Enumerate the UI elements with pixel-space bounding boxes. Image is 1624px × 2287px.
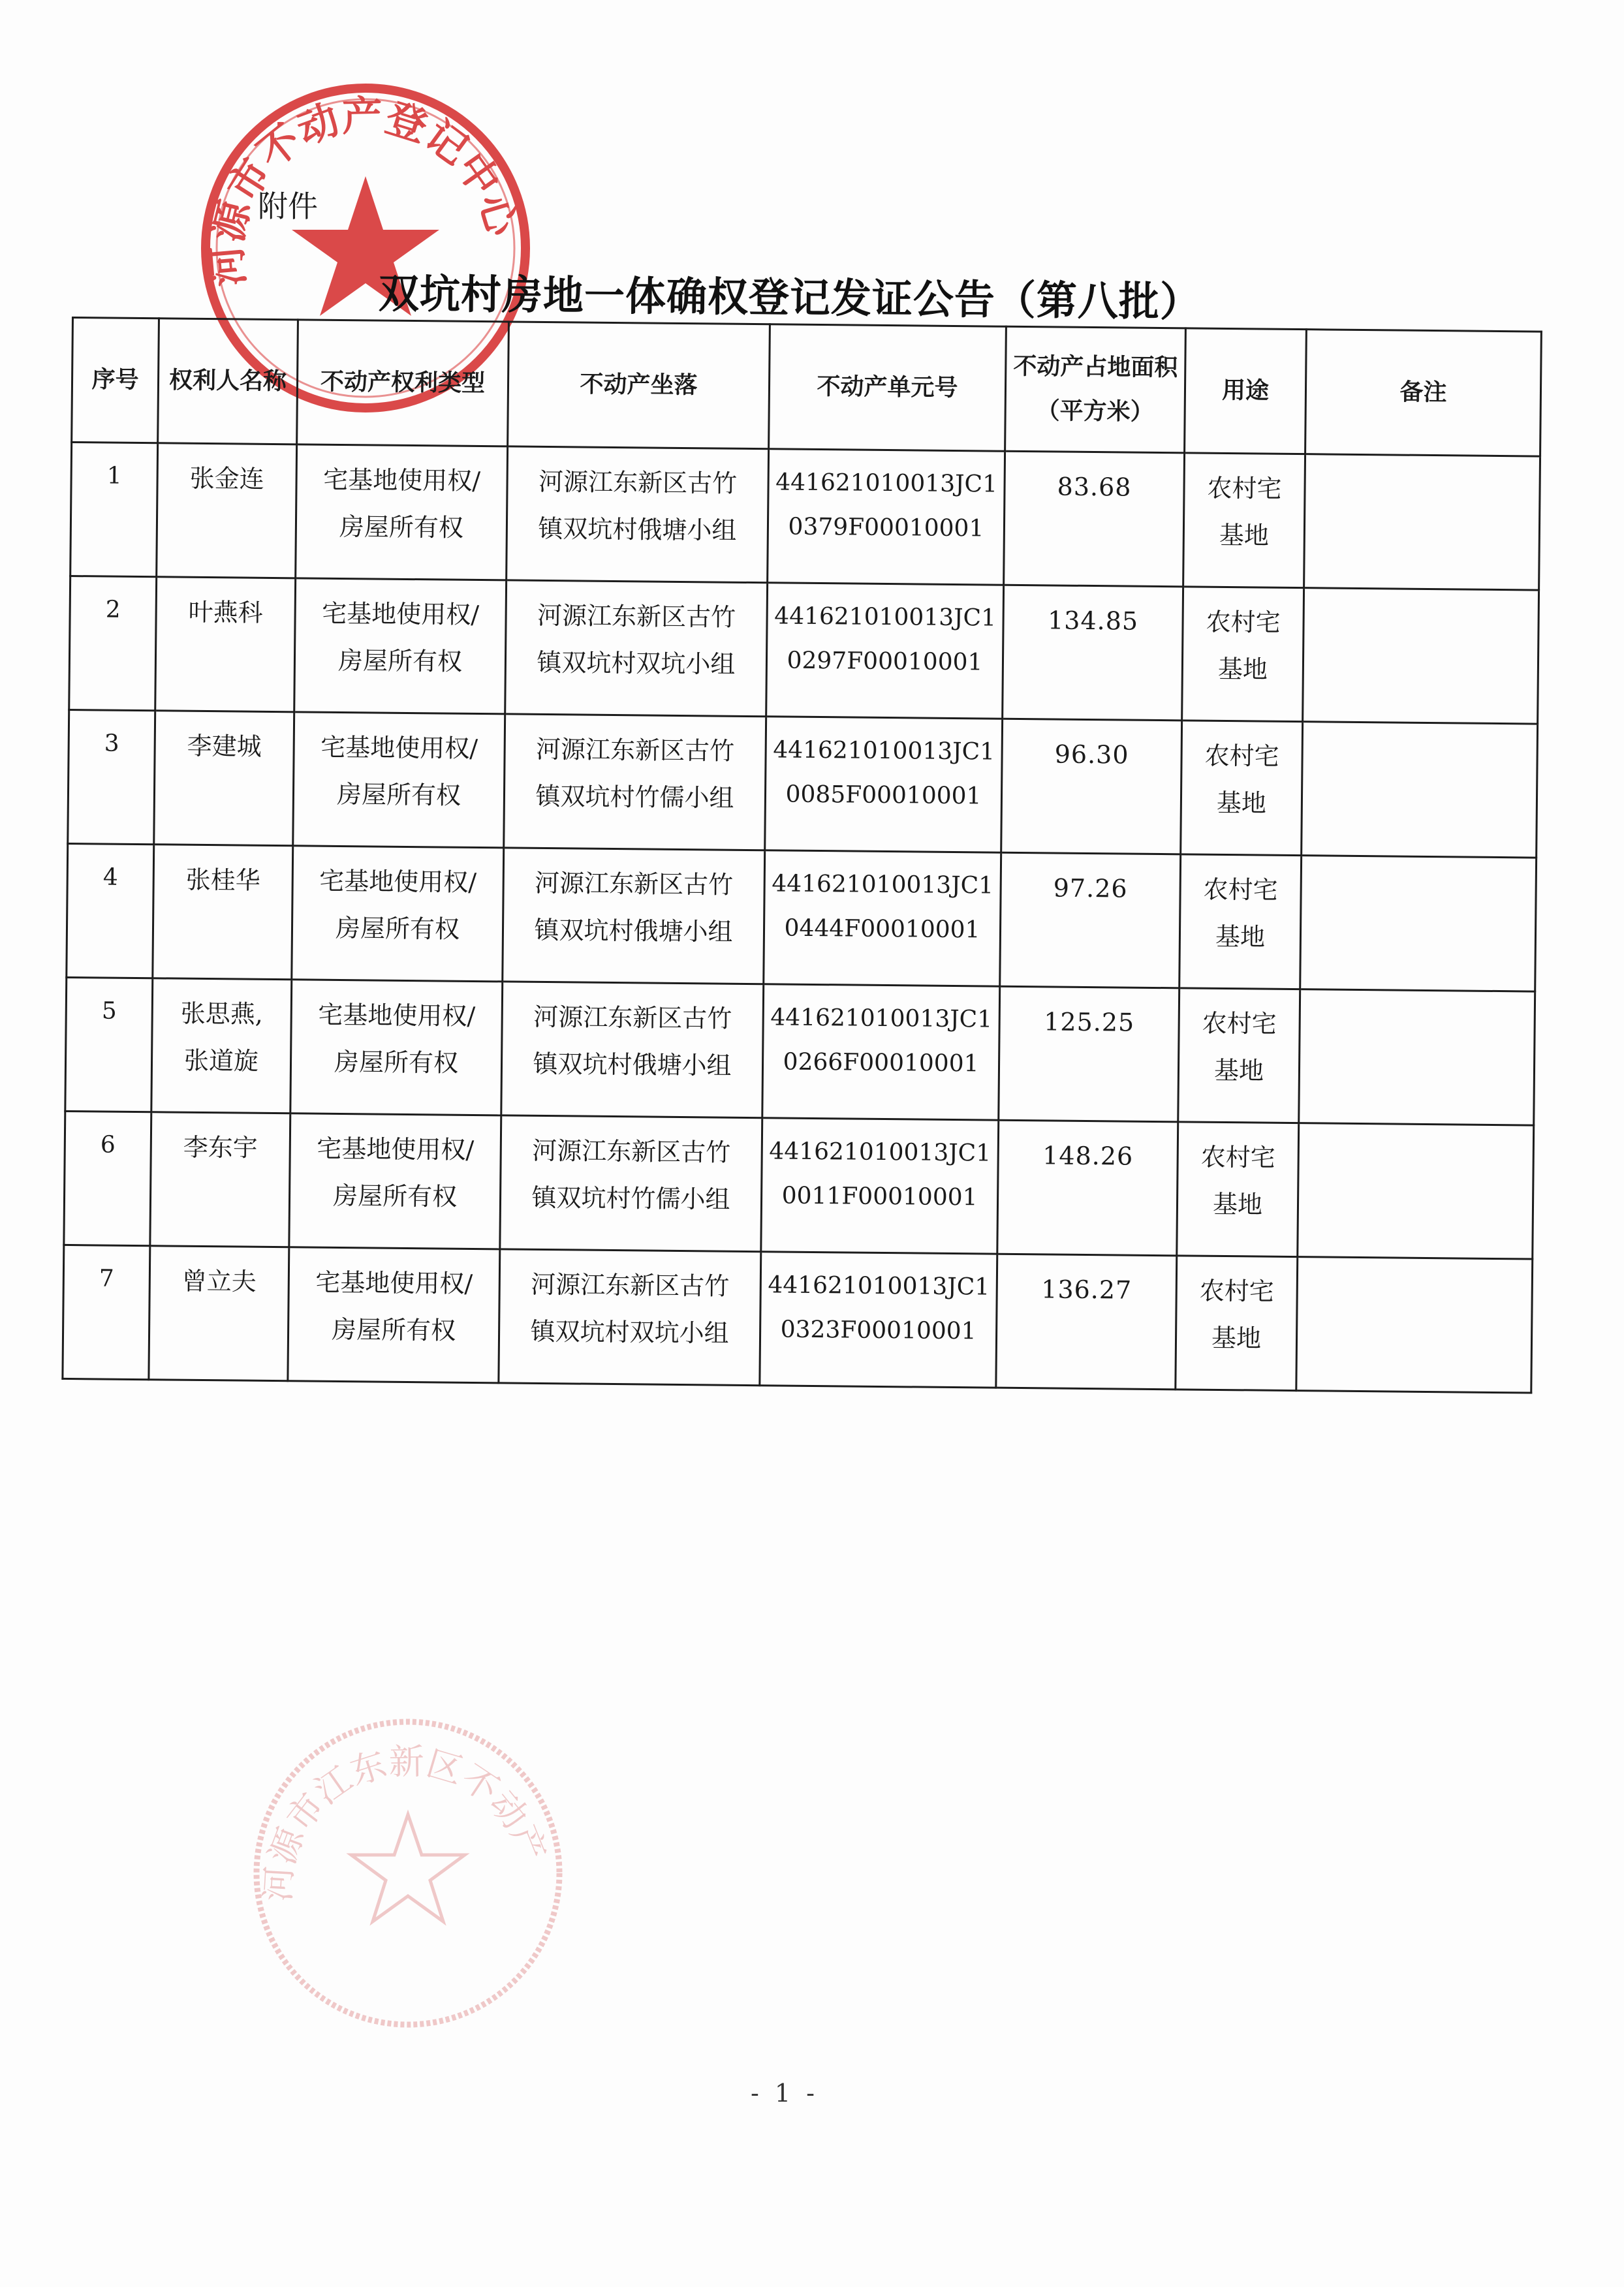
- land-area: 125.25: [999, 986, 1179, 1122]
- unit-number: 441621010013JC1: [770, 1004, 993, 1033]
- property-location-cell: [507, 446, 769, 583]
- property-location-cell: [504, 714, 766, 850]
- unit-number-cell: [761, 1118, 999, 1254]
- remark: [1298, 1123, 1534, 1259]
- unit-number-cell: [766, 583, 1004, 719]
- column-header-label: 不动产占地面积: [1013, 352, 1178, 381]
- usage: 农村宅: [1202, 1008, 1277, 1038]
- owner-name: 张思燕,: [180, 999, 264, 1029]
- column-header-label: 不动产单元号: [817, 373, 958, 401]
- right-type-cell: [290, 980, 503, 1115]
- usage-cell: [1181, 721, 1303, 856]
- right-type: 宅基地使用权/: [323, 465, 481, 496]
- unit-number-cell: [764, 850, 1001, 986]
- owner-name-cell: [153, 845, 293, 980]
- column-header: [1185, 328, 1307, 454]
- owner-name-cell: [150, 1112, 290, 1247]
- usage: 农村宅: [1207, 473, 1282, 503]
- unit-number: 441621010013JC1: [768, 1271, 990, 1301]
- usage: 农村宅: [1200, 1142, 1275, 1172]
- seal-bottom-text: 河源市江东新区不动产: [257, 1741, 554, 1903]
- row-index: 3: [68, 709, 155, 844]
- usage-cell: [1178, 988, 1300, 1123]
- unit-number: 0297F00010001: [787, 647, 983, 676]
- official-seal-bottom: [245, 1710, 571, 2036]
- property-location: 镇双坑村竹儒小组: [531, 1183, 730, 1214]
- property-location: 镇双坑村竹儒小组: [535, 782, 734, 813]
- table-row: [69, 576, 1539, 724]
- land-area: 83.68: [1004, 451, 1185, 587]
- right-type: 宅基地使用权/: [315, 1268, 473, 1298]
- right-type: 房屋所有权: [334, 1048, 459, 1078]
- right-type-cell: [292, 846, 504, 982]
- unit-number: 0323F00010001: [780, 1316, 976, 1345]
- property-location: 镇双坑村双坑小组: [530, 1317, 729, 1348]
- owner-name-cell: [155, 577, 296, 712]
- unit-number: 0266F00010001: [783, 1048, 979, 1078]
- property-location: 河源江东新区古竹: [537, 600, 736, 632]
- remark: [1300, 856, 1537, 991]
- column-header-label: 用途: [1221, 377, 1270, 405]
- usage: 基地: [1212, 1190, 1263, 1219]
- right-type-cell: [293, 712, 505, 848]
- table-header-row: [72, 318, 1542, 457]
- column-header: [297, 320, 509, 446]
- property-location: 镇双坑村俄塘小组: [533, 1050, 732, 1080]
- right-type-cell: [296, 444, 508, 580]
- page-title: 双坑村房地一体确权登记发证公告（第八批）: [378, 270, 1202, 326]
- owner-name: 张桂华: [185, 865, 260, 895]
- table-row: [67, 843, 1537, 991]
- usage-cell: [1176, 1256, 1298, 1391]
- column-header-label: 备注: [1399, 379, 1447, 407]
- registration-table-wrap: [61, 317, 1540, 1394]
- usage-cell: [1183, 453, 1305, 588]
- table-row: [63, 1245, 1533, 1393]
- unit-number-cell: [765, 717, 1003, 852]
- table-row: [70, 443, 1540, 591]
- land-area: 134.85: [1003, 585, 1183, 721]
- unit-number: 441621010013JC1: [774, 602, 997, 632]
- row-index: 2: [69, 576, 157, 710]
- right-type: 房屋所有权: [337, 646, 463, 676]
- property-location: 镇双坑村俄塘小组: [538, 514, 737, 545]
- right-type: 宅基地使用权/: [320, 732, 478, 764]
- usage: 农村宅: [1199, 1276, 1274, 1306]
- owner-name: 张道旋: [183, 1046, 259, 1076]
- remark: [1304, 454, 1540, 590]
- property-location: 镇双坑村双坑小组: [537, 648, 736, 679]
- right-type: 房屋所有权: [331, 1315, 456, 1345]
- column-header: [72, 318, 159, 443]
- property-location-cell: [505, 580, 768, 717]
- unit-number-cell: [768, 449, 1005, 585]
- property-location: 河源江东新区古竹: [535, 734, 735, 766]
- right-type-cell: [289, 1113, 501, 1249]
- row-index: 4: [67, 843, 154, 978]
- remark: [1302, 722, 1538, 858]
- column-header: [508, 322, 770, 449]
- owner-name: 叶燕科: [188, 597, 263, 627]
- owner-name-cell: [157, 443, 297, 578]
- unit-number: 0085F00010001: [785, 781, 982, 810]
- owner-name: 李建城: [187, 731, 262, 761]
- property-location: 河源江东新区古竹: [533, 1002, 732, 1033]
- usage: 农村宅: [1206, 607, 1281, 637]
- row-index: 6: [64, 1111, 151, 1245]
- star-icon: [351, 1814, 465, 1921]
- unit-number: 441621010013JC1: [772, 870, 994, 899]
- owner-name: 张金连: [189, 463, 264, 493]
- right-type: 宅基地使用权/: [318, 1000, 476, 1031]
- remark: [1299, 989, 1535, 1125]
- column-header-label: 权利人名称: [168, 367, 287, 395]
- unit-number: 441621010013JC1: [769, 1138, 992, 1167]
- column-header: [769, 324, 1007, 451]
- right-type-cell: [294, 578, 507, 714]
- property-location: 镇双坑村俄塘小组: [534, 916, 733, 946]
- column-header-label: 序号: [91, 366, 139, 394]
- land-area: 136.27: [996, 1254, 1177, 1390]
- land-area: 148.26: [997, 1120, 1178, 1256]
- right-type: 房屋所有权: [332, 1181, 458, 1211]
- property-location-cell: [501, 982, 764, 1118]
- property-location: 河源江东新区古竹: [534, 868, 734, 899]
- owner-name: 曾立夫: [181, 1266, 257, 1296]
- column-header: [158, 319, 298, 444]
- usage: 基地: [1219, 521, 1270, 550]
- right-type: 房屋所有权: [335, 914, 460, 944]
- right-type: 房屋所有权: [336, 780, 461, 810]
- usage-cell: [1179, 854, 1302, 989]
- column-header: [1005, 326, 1186, 453]
- table-body: [63, 443, 1540, 1393]
- property-location-cell: [500, 1115, 762, 1252]
- unit-number: 441621010013JC1: [773, 736, 995, 766]
- property-location: 河源江东新区古竹: [531, 1269, 730, 1301]
- row-index: 5: [65, 977, 153, 1112]
- property-location: 河源江东新区古竹: [538, 467, 738, 498]
- land-area: 97.26: [1000, 852, 1181, 988]
- right-type: 宅基地使用权/: [319, 866, 477, 897]
- unit-number: 0011F00010001: [781, 1182, 978, 1211]
- unit-number-cell: [762, 984, 1000, 1120]
- column-header: [1305, 330, 1542, 456]
- column-header-label: 不动产坐落: [580, 371, 698, 399]
- usage: 基地: [1211, 1324, 1262, 1353]
- usage: 基地: [1213, 1056, 1264, 1085]
- usage-cell: [1177, 1122, 1299, 1257]
- registration-table: [61, 317, 1542, 1394]
- seal-top-text: 河源市不动产登记中心: [202, 91, 527, 288]
- usage: 基地: [1215, 922, 1266, 952]
- owner-name: 李东宇: [183, 1132, 258, 1162]
- owner-name-cell: [154, 711, 294, 846]
- usage: 基地: [1217, 655, 1268, 684]
- column-header-label: 不动产权利类型: [320, 368, 486, 397]
- row-index: 1: [70, 443, 158, 577]
- right-type: 宅基地使用权/: [322, 599, 480, 630]
- property-location-cell: [503, 848, 765, 984]
- usage: 农村宅: [1203, 875, 1278, 905]
- land-area: 96.30: [1001, 719, 1182, 854]
- right-type-cell: [288, 1247, 500, 1383]
- unit-number: 0444F00010001: [784, 914, 980, 944]
- usage: 基地: [1216, 788, 1267, 818]
- usage-cell: [1182, 587, 1304, 722]
- attachment-label: 附件: [258, 189, 318, 224]
- property-location: 河源江东新区古竹: [532, 1136, 731, 1167]
- column-header-label: （平方米）: [1036, 397, 1154, 426]
- usage: 农村宅: [1204, 741, 1279, 771]
- right-type: 房屋所有权: [339, 512, 464, 542]
- remark: [1296, 1257, 1533, 1393]
- right-type: 宅基地使用权/: [317, 1134, 475, 1164]
- owner-name-cell: [151, 978, 292, 1113]
- table-row: [65, 977, 1535, 1125]
- unit-number-cell: [760, 1252, 997, 1388]
- table-row: [64, 1111, 1534, 1259]
- property-location-cell: [499, 1249, 761, 1386]
- page-number: - 1 -: [751, 2079, 819, 2108]
- unit-number: 441621010013JC1: [775, 469, 998, 498]
- table-row: [68, 709, 1538, 858]
- owner-name-cell: [149, 1246, 289, 1381]
- unit-number: 0379F00010001: [788, 513, 984, 542]
- remark: [1303, 588, 1539, 724]
- row-index: 7: [63, 1245, 150, 1379]
